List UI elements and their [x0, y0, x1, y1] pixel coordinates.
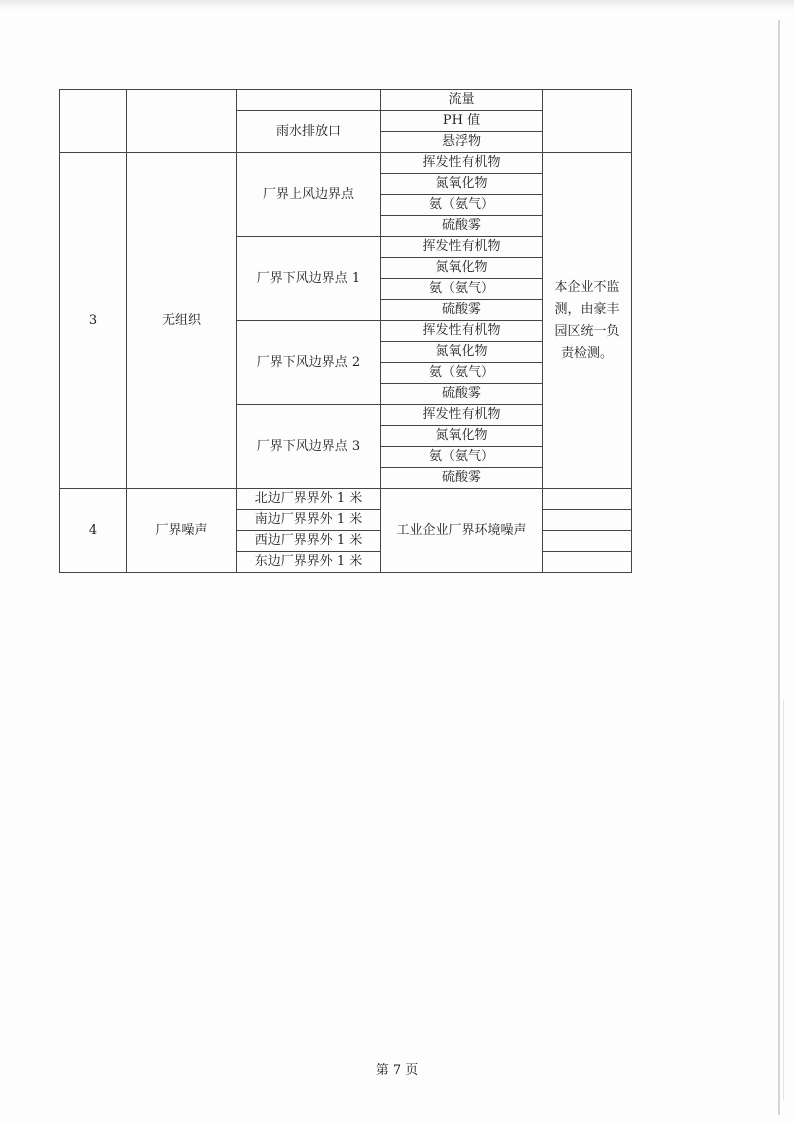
item-cell: 氮氧化物	[381, 342, 543, 363]
item-cell: 硫酸雾	[381, 300, 543, 321]
item-cell: 氮氧化物	[381, 426, 543, 447]
item-cell: 硫酸雾	[381, 216, 543, 237]
note-cell-blank	[543, 489, 632, 510]
section-number: 3	[60, 153, 127, 489]
point-cell-blank	[237, 90, 381, 111]
item-cell: 氨（氨气）	[381, 447, 543, 468]
item-cell: 硫酸雾	[381, 384, 543, 405]
point-cell: 厂界下风边界点 3	[237, 405, 381, 489]
item-cell: 氮氧化物	[381, 258, 543, 279]
item-cell: 工业企业厂界环境噪声	[381, 489, 543, 573]
item-cell: 悬浮物	[381, 132, 543, 153]
table-row	[60, 90, 632, 111]
table-row	[60, 153, 632, 174]
point-cell: 东边厂界界外 1 米	[237, 552, 381, 573]
item-cell: 氨（氨气）	[381, 279, 543, 300]
point-cell: 厂界上风边界点	[237, 153, 381, 237]
scan-edge-top	[0, 0, 794, 10]
item-cell: 挥发性有机物	[381, 321, 543, 342]
category-cell-blank	[127, 90, 237, 153]
item-cell: 挥发性有机物	[381, 237, 543, 258]
note-cell: 本企业不监测，由豪丰园区统一负责检测。	[543, 153, 632, 489]
note-cell-blank	[543, 552, 632, 573]
item-cell: 挥发性有机物	[381, 153, 543, 174]
number-cell-blank	[60, 90, 127, 153]
note-cell-blank	[543, 510, 632, 531]
point-cell: 西边厂界界外 1 米	[237, 531, 381, 552]
point-cell: 厂界下风边界点 2	[237, 321, 381, 405]
section-category: 厂界噪声	[127, 489, 237, 573]
item-cell: 挥发性有机物	[381, 405, 543, 426]
page-number: 第 7 页	[375, 1063, 419, 1078]
scan-edge-right-faint	[783, 700, 784, 1100]
item-cell: 氮氧化物	[381, 174, 543, 195]
section-number: 4	[60, 489, 127, 573]
item-cell: 流量	[381, 90, 543, 111]
item-cell: 氨（氨气）	[381, 195, 543, 216]
point-cell: 雨水排放口	[237, 111, 381, 153]
point-cell: 北边厂界界外 1 米	[237, 489, 381, 510]
item-cell: 硫酸雾	[381, 468, 543, 489]
section-category: 无组织	[127, 153, 237, 489]
note-cell-blank	[543, 531, 632, 552]
item-cell: 氨（氨气）	[381, 363, 543, 384]
scan-edge-right	[778, 20, 780, 1115]
point-cell: 厂界下风边界点 1	[237, 237, 381, 321]
point-cell: 南边厂界界外 1 米	[237, 510, 381, 531]
table-row	[60, 489, 632, 510]
monitoring-table	[59, 89, 632, 573]
note-cell-blank	[543, 90, 632, 153]
item-cell: PH 值	[381, 111, 543, 132]
